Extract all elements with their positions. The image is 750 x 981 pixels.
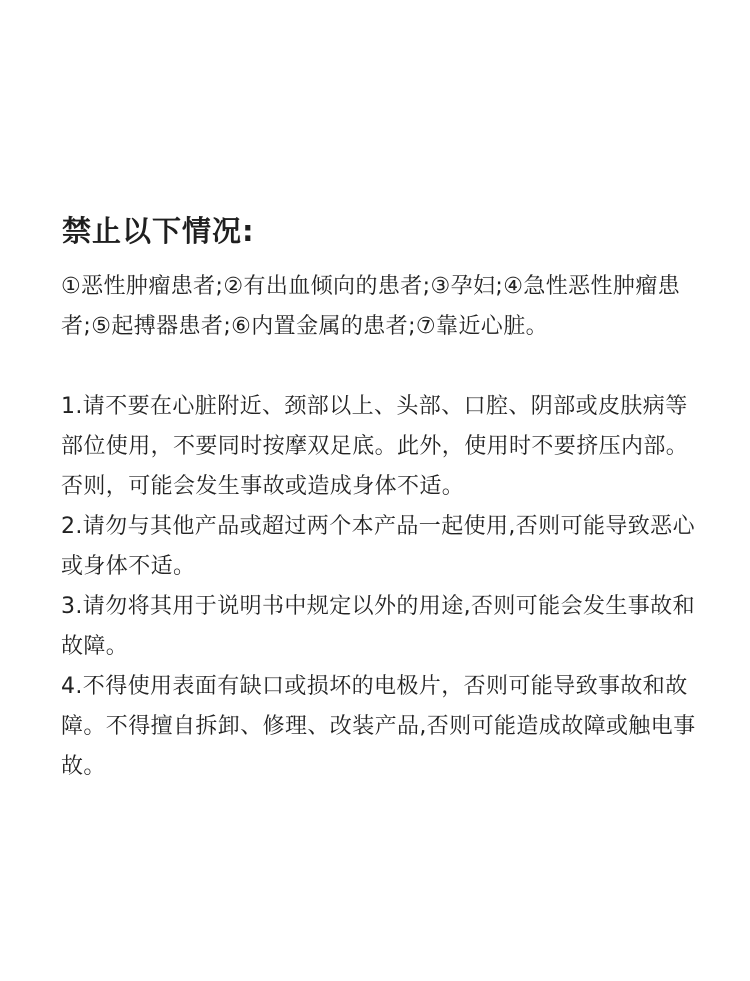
precaution-item-4: 4.不得使用表面有缺口或损坏的电极片，否则可能导致事故和故障。不得擅自拆卸、修理、改装产品,否则可能造成故障或触电事故。 [61,674,696,779]
precaution-item-3: 3.请勿将其用于说明书中规定以外的用途,否则可能会发生事故和故障。 [61,594,695,659]
section-heading: 禁止以下情况: [62,214,255,249]
precautions-list [61,387,701,787]
contraindications-text: ①恶性肿瘤患者;②有出血倾向的患者;③孕妇;④急性恶性肿瘤患者;⑤起搏器患者;⑥内置金属的患者;⑦靠近心脏。 [61,274,681,339]
precaution-item-2: 2.请勿与其他产品或超过两个本产品一起使用,否则可能导致恶心或身体不适。 [61,514,695,579]
precaution-item-1: 1.请不要在心脏附近、颈部以上、头部、口腔、阴部或皮肤病等部位使用，不要同时按摩双足底。此外，使用时不要挤压内部。否则，可能会发生事故或造成身体不适。 [61,394,689,499]
